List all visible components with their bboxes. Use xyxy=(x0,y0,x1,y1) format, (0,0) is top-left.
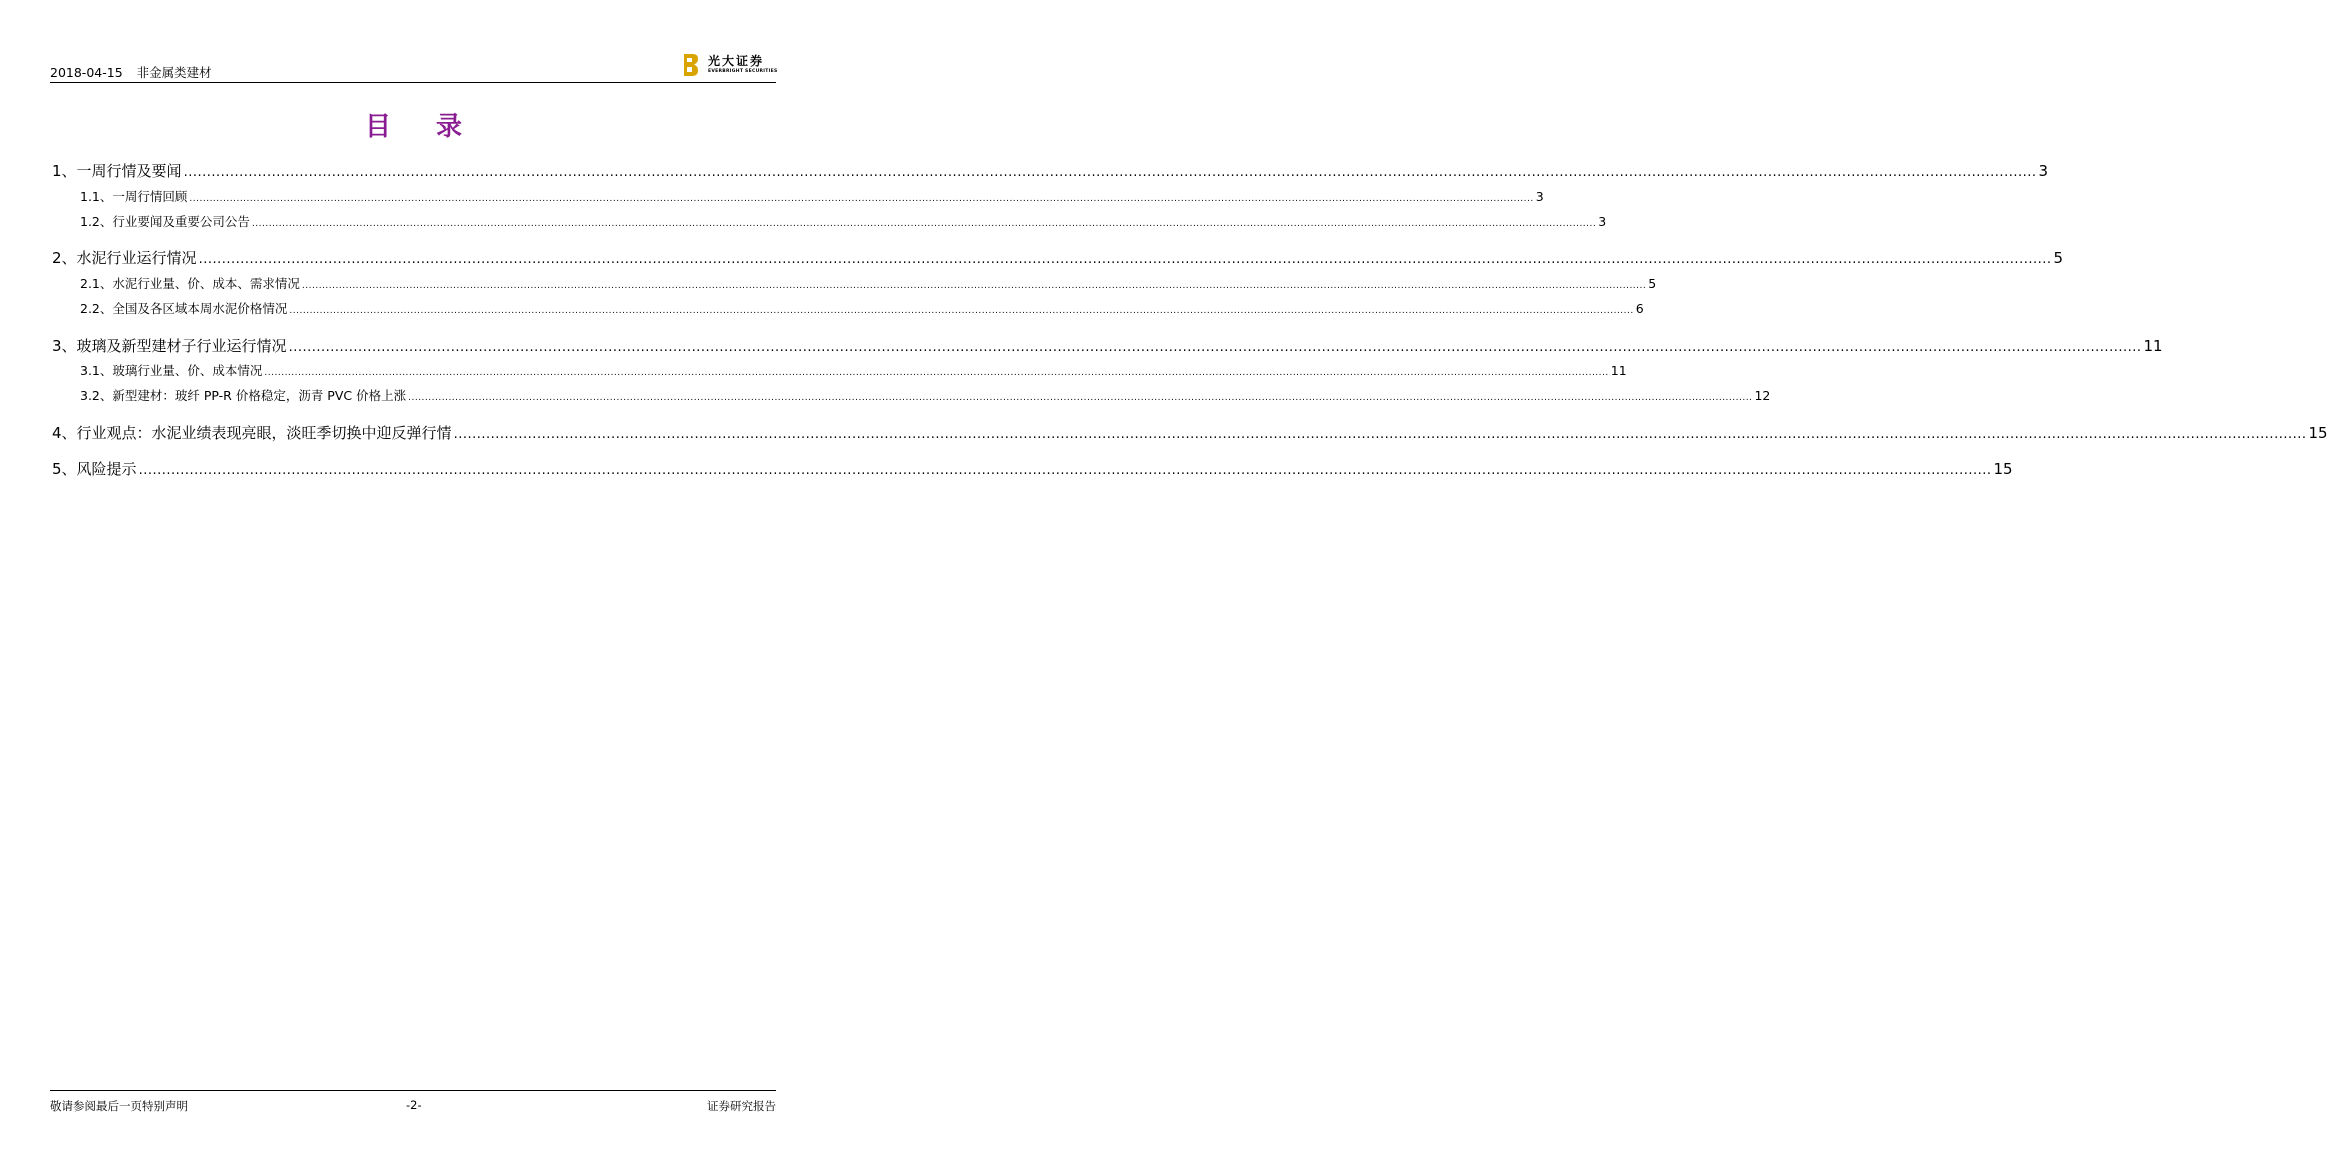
toc-entry-page: 11 xyxy=(1610,363,1627,378)
toc-entry-page: 11 xyxy=(2143,337,2163,355)
toc-entry-page: 12 xyxy=(1754,388,1771,403)
toc-entry[interactable] xyxy=(80,274,1657,292)
toc-entry-page: 3 xyxy=(1598,214,1607,229)
toc-entry-page: 5 xyxy=(2053,249,2064,267)
toc-entry[interactable] xyxy=(52,160,2049,181)
toc-leader-dots: ................................................................................................................................................................................................................................................................................................................................................................................................................ xyxy=(301,281,1647,291)
toc-leader-dots: ................................................................................................................................................................................................................................................................................................................................................................................................................ xyxy=(251,219,1597,229)
sector-name: 非金属类建材 xyxy=(136,65,212,80)
toc-entry[interactable] xyxy=(52,247,2064,268)
toc-entry-page: 15 xyxy=(2308,424,2328,442)
toc-leader-dots: ................................................................................................................................................................................................................................................................................................................................................................................................................ xyxy=(408,393,1753,403)
toc-entry-label: 一周行情及要闻 xyxy=(76,162,182,180)
toc-entry-page: 15 xyxy=(1993,460,2013,478)
toc-entry[interactable] xyxy=(80,386,1771,404)
page-footer xyxy=(50,1090,776,1113)
toc-entry-label: 行业观点：水泥业绩表现亮眼，淡旺季切换中迎反弹行情 xyxy=(76,424,452,442)
toc-entry-number: 2、 xyxy=(52,249,77,267)
toc-entry[interactable] xyxy=(80,299,1644,317)
toc-entry-label: 新型建材：玻纤 PP-R 价格稳定，沥青 PVC 价格上涨 xyxy=(112,388,407,403)
toc-entry-number: 2.1、 xyxy=(80,276,113,291)
toc-entry-page: 3 xyxy=(1535,189,1544,204)
toc-entry-number: 3.2、 xyxy=(80,388,113,403)
toc-entry[interactable] xyxy=(52,458,2013,479)
toc-entry-number: 1.1、 xyxy=(80,189,113,204)
toc-leader-dots: ................................................................................................................................................................................................................................................................................................................................................................................................................ xyxy=(453,427,2307,442)
toc-entry-page: 3 xyxy=(2038,162,2049,180)
toc-entry-label: 玻璃及新型建材子行业运行情况 xyxy=(76,337,287,355)
toc-entry-page: 6 xyxy=(1635,301,1644,316)
toc-leader-dots: ................................................................................................................................................................................................................................................................................................................................................................................................................ xyxy=(189,194,1534,204)
toc-entry-label: 全国及各区域本周水泥价格情况 xyxy=(112,301,288,316)
toc-entry-label: 水泥行业运行情况 xyxy=(76,249,197,267)
toc-leader-dots: ................................................................................................................................................................................................................................................................................................................................................................................................................ xyxy=(198,252,2052,267)
footer-report-type: 证券研究报告 xyxy=(707,1099,776,1113)
toc-entry-number: 1.2、 xyxy=(80,214,113,229)
logo-mark-icon xyxy=(684,54,698,76)
header-info xyxy=(50,63,212,81)
toc-entry[interactable] xyxy=(80,212,1607,230)
toc-entry-number: 1、 xyxy=(52,162,77,180)
toc-entry-number: 2.2、 xyxy=(80,301,113,316)
footer-page-number: -2- xyxy=(406,1098,422,1112)
logo-text-en: EVERBRIGHT SECURITIES xyxy=(708,69,778,74)
toc-leader-dots: ................................................................................................................................................................................................................................................................................................................................................................................................................ xyxy=(289,306,1634,316)
toc-entry-label: 一周行情回顾 xyxy=(112,189,188,204)
toc-leader-dots: ................................................................................................................................................................................................................................................................................................................................................................................................................ xyxy=(183,165,2037,180)
toc-leader-dots: ................................................................................................................................................................................................................................................................................................................................................................................................................ xyxy=(288,340,2142,355)
toc-entry[interactable] xyxy=(52,335,2163,356)
toc-entry-label: 行业要闻及重要公司公告 xyxy=(112,214,250,229)
toc-entry-number: 3.1、 xyxy=(80,363,113,378)
toc-title: 目 录 xyxy=(364,112,481,142)
toc-entry-page: 5 xyxy=(1648,276,1657,291)
report-date: 2018-04-15 xyxy=(50,65,123,80)
toc-entry[interactable] xyxy=(52,422,2328,443)
toc-entry-number: 5、 xyxy=(52,460,77,478)
toc-leader-dots: ................................................................................................................................................................................................................................................................................................................................................................................................................ xyxy=(264,368,1609,378)
toc-entry-label: 风险提示 xyxy=(76,460,137,478)
toc-entry-label: 水泥行业量、价、成本、需求情况 xyxy=(112,276,300,291)
company-logo xyxy=(684,52,776,80)
toc-leader-dots: ................................................................................................................................................................................................................................................................................................................................................................................................................ xyxy=(138,463,1992,478)
toc-entry[interactable] xyxy=(80,361,1627,379)
footer-disclaimer: 敬请参阅最后一页特别声明 xyxy=(50,1099,188,1113)
toc-entry[interactable] xyxy=(80,187,1544,205)
logo-text-cn: 光大证券 xyxy=(708,54,765,68)
page-header xyxy=(50,52,776,83)
toc-entry-number: 3、 xyxy=(52,337,77,355)
toc-entry-number: 4、 xyxy=(52,424,77,442)
toc-entry-label: 玻璃行业量、价、成本情况 xyxy=(112,363,263,378)
